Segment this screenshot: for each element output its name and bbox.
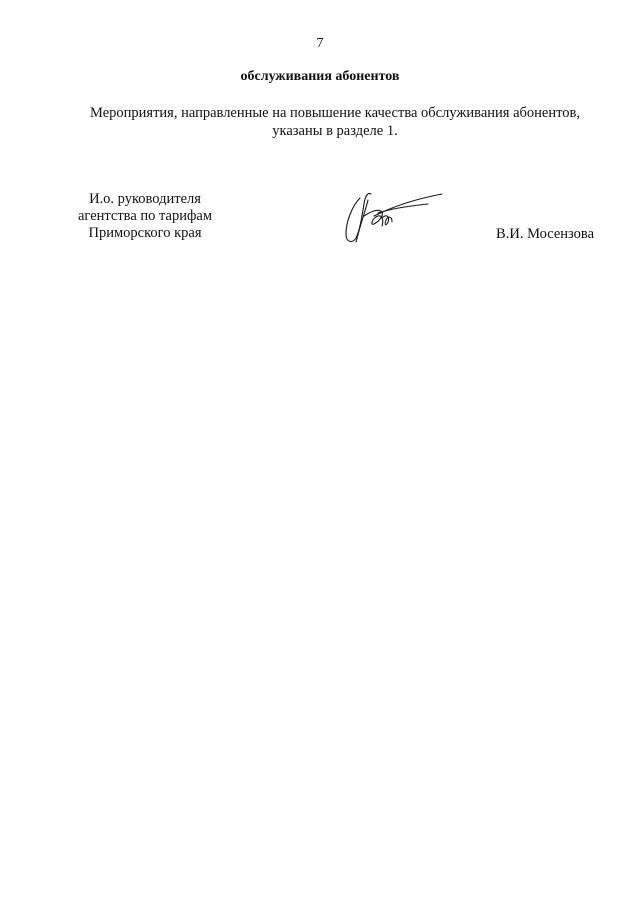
paragraph-line: Мероприятия, направленные на повышение качества обслуживания абонентов, (90, 105, 580, 121)
signatory-title-line: И.о. руководителя (89, 191, 201, 207)
signatory-name: В.И. Мосензова (496, 226, 594, 242)
paragraph-line: указаны в разделе 1. (272, 123, 398, 139)
signatory-title-line: агентства по тарифам (78, 208, 212, 224)
body-paragraph (70, 104, 600, 140)
signature-icon (338, 186, 448, 248)
signatory-title-line: Приморского края (88, 225, 202, 241)
section-heading: обслуживания абонентов (240, 69, 400, 84)
signatory-title (60, 191, 230, 242)
page-number: 7 (316, 36, 324, 51)
